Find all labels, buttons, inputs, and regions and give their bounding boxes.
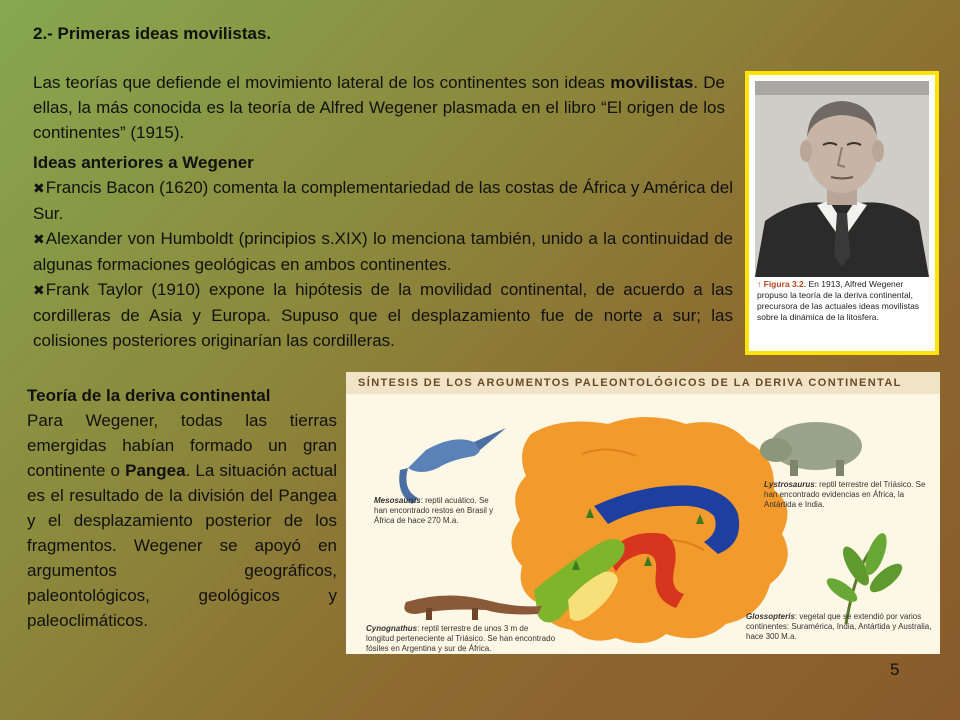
intro-text-1: Las teorías que defiende el movimiento lateral de los continentes son ideas — [33, 73, 611, 92]
earlier-ideas-heading: Ideas anteriores a Wegener — [33, 153, 254, 172]
glossopteris-name: Glossopteris — [746, 612, 795, 621]
list-item-text: Alexander von Humboldt (principios s.XIX) lo menciona también, unido a la continuidad de algunas formaciones geológicas en ambos continentes. — [33, 229, 733, 274]
wegener-photo-card — [745, 71, 939, 355]
list-item — [33, 226, 733, 277]
cynognathus-label — [366, 624, 556, 654]
caption-text: En 1913, Alfred Wegener propuso la teoría de la deriva continental, precursora de las actuales ideas movilistas sobre la dinámica de la litosfera. — [757, 279, 920, 322]
cross-bullet-icon: ✖ — [33, 282, 45, 298]
theory-text-2: . La situación actual es el resultado de la división del Pangea y el desplazamiento posterior de los fragmentos. Wegener se apoyó en argumentos geográficos, paleontológicos, geológicos y paleoclimáticos. — [27, 461, 337, 630]
lystrosaurus-label — [764, 480, 932, 510]
glossopteris-figure — [823, 531, 906, 624]
page-number: 5 — [890, 660, 900, 679]
lystrosaurus-name: Lystrosaurus — [764, 480, 815, 489]
map-title: SÍNTESIS DE LOS ARGUMENTOS PALEONTOLÓGICOS DE LA DERIVA CONTINENTAL — [346, 372, 940, 394]
list-item-text: Frank Taylor (1910) expone la hipótesis de la movilidad continental, de acuerdo a las cordilleras de Asia y Europa. Supuso que el desplazamiento fue de norte a sur; las colisiones posteriores originarían las cordilleras. — [33, 280, 733, 350]
cross-bullet-icon: ✖ — [33, 180, 45, 196]
mesosaurus-label — [374, 496, 504, 526]
continental-drift-heading: Teoría de la deriva continental — [27, 386, 271, 405]
glossopteris-text: : vegetal que se extendió por varios continentes: Suramérica, India, Antártida y Australia, hace 300 M.a. — [746, 612, 932, 641]
mesosaurus-figure — [399, 428, 506, 504]
list-item-text: Francis Bacon (1620) comenta la complementariedad de las costas de África y América del Sur. — [33, 178, 733, 223]
lystrosaurus-text: : reptil terrestre del Triásico. Se han encontrado evidencias en África, la Antártida e India. — [764, 480, 926, 509]
lystrosaurus-figure — [760, 422, 862, 476]
continental-drift-paragraph — [27, 408, 337, 633]
cross-bullet-icon: ✖ — [33, 231, 45, 247]
wegener-portrait — [755, 81, 929, 277]
portrait-drawing — [755, 81, 929, 277]
caption-label: Figura 3.2. — [763, 279, 807, 289]
intro-bold-term: movilistas — [610, 73, 694, 92]
intro-paragraph — [33, 70, 725, 145]
paleontological-map — [346, 372, 940, 654]
theory-text-1: Para Wegener, todas las tierras emergidas habían formado un gran continente o — [27, 411, 337, 480]
list-item — [33, 277, 733, 353]
mesosaurus-text: : reptil acuático. Se han encontrado restos en Brasil y África de hace 270 M.a. — [374, 496, 494, 525]
intro-text-2: . De ellas, la más conocida es la teoría de Alfred Wegener plasmada en el libro “El origen de los continentes” (1915). — [33, 73, 725, 142]
glossopteris-label — [746, 612, 934, 642]
earlier-ideas-section — [33, 150, 733, 353]
theory-bold-term: Pangea — [125, 461, 186, 480]
photo-caption — [757, 279, 929, 323]
list-item — [33, 175, 733, 226]
mesosaurus-name: Mesosaurus — [374, 496, 421, 505]
cynognathus-name: Cynognathus — [366, 624, 418, 633]
continental-drift-section — [27, 383, 337, 633]
page-title: 2.- Primeras ideas movilistas. — [33, 24, 272, 43]
cynognathus-text: : reptil terrestre de unos 3 m de longitud perteneciente al Triásico. Se han encontrado fósiles en Argentina y sur de África. — [366, 624, 556, 653]
cynognathus-figure — [404, 595, 542, 620]
caption-arrow-icon: ↑ — [757, 279, 764, 289]
